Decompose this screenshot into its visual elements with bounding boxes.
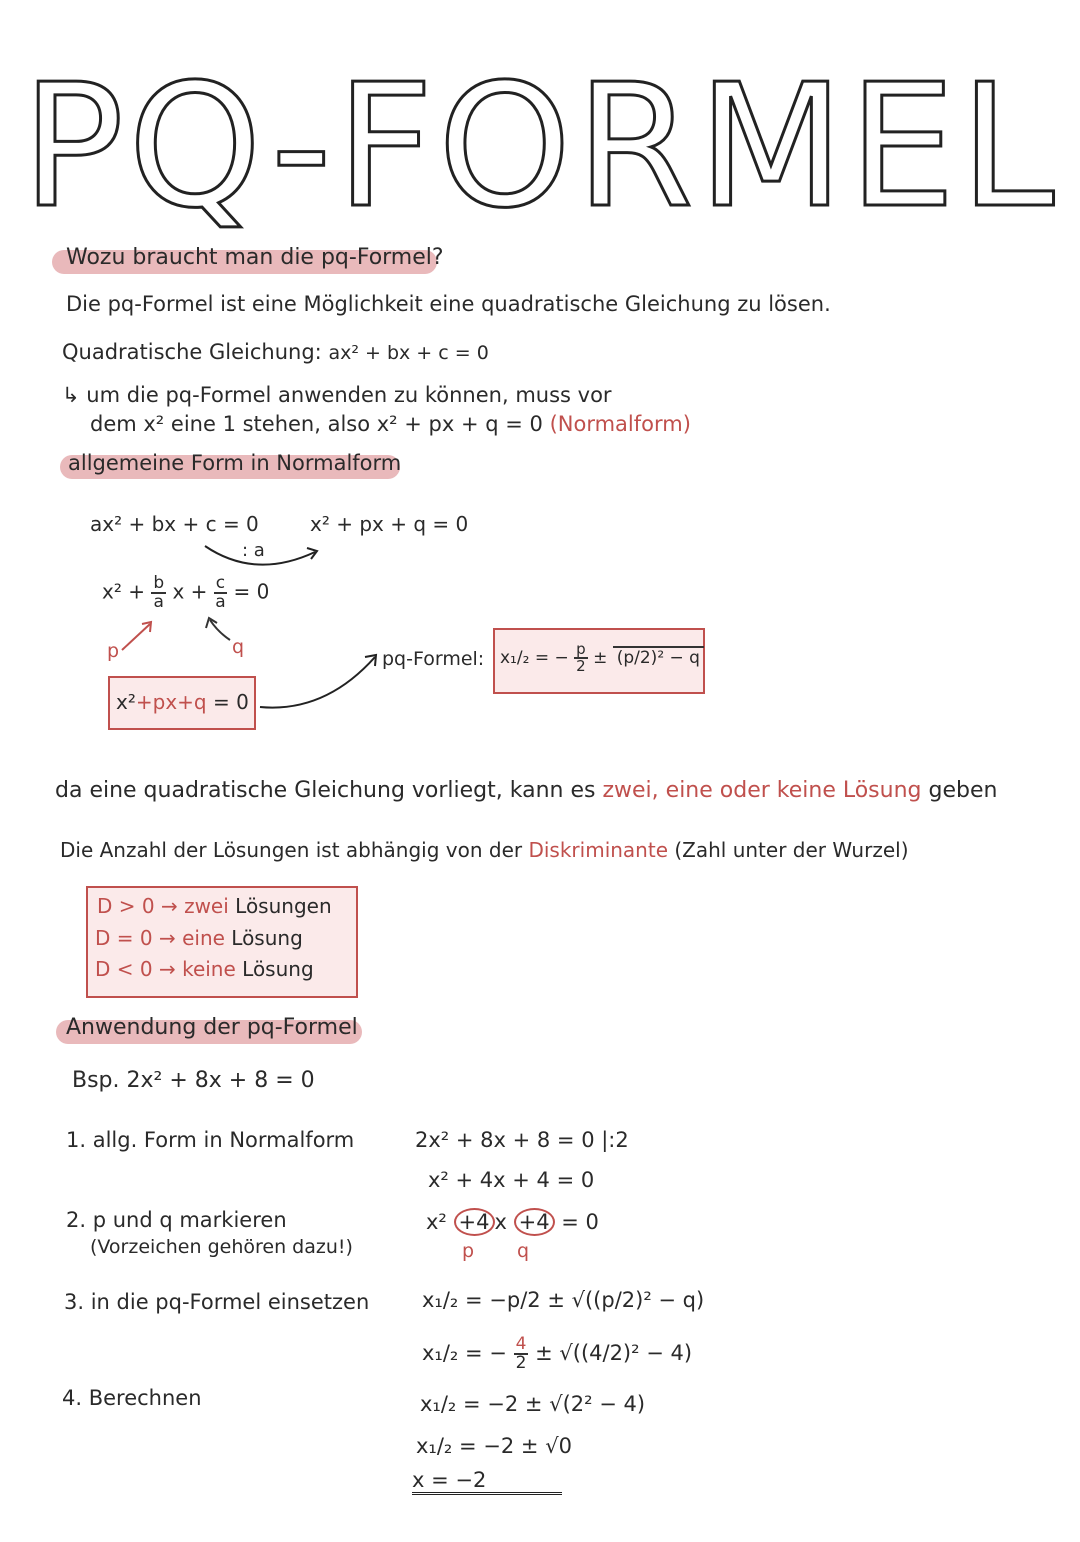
frac-num: p <box>576 640 586 658</box>
step-2-note: (Vorzeichen gehören dazu!) <box>90 1236 353 1258</box>
calc-rhs: ± √((4/2)² − 4) <box>535 1341 693 1365</box>
rule-rest: Lösung <box>231 926 303 950</box>
calc-line: x₁/₂ = −2 ± √(2² − 4) <box>420 1392 646 1416</box>
divide-label: : a <box>242 540 265 561</box>
frac-num: b <box>153 573 165 593</box>
intro-text: Die pq-Formel ist eine Möglichkeit eine quadratische Gleichung zu lösen. <box>66 292 831 316</box>
discriminant-term: Diskriminante <box>528 838 668 862</box>
pq-formula <box>500 642 704 674</box>
general-equation: ax² + bx + c = 0 <box>90 512 259 536</box>
pq-lhs: x₁/₂ = − <box>500 648 569 668</box>
fraction-equation <box>102 575 269 611</box>
fraction-c-over-a <box>214 575 227 611</box>
x-plus: x + <box>172 579 208 604</box>
final-result: x = −2 <box>412 1468 562 1495</box>
frac-num: c <box>215 573 226 593</box>
page-title-graphic <box>0 0 1080 230</box>
normalform-label: (Normalform) <box>549 412 691 436</box>
p-circle: +4 <box>454 1208 495 1236</box>
frac-num: 4 <box>515 1334 527 1354</box>
calc-lhs: x₁/₂ = − <box>422 1341 507 1365</box>
normal-equation: x² + px + q = 0 <box>310 512 469 536</box>
calc-line: 2x² + 8x + 8 = 0 |:2 <box>415 1128 629 1152</box>
normalform-note-2 <box>90 412 691 436</box>
calc-fraction <box>514 1336 529 1372</box>
calc-x-squared: x² <box>426 1210 454 1234</box>
calc-x: x <box>494 1210 514 1234</box>
discriminant-text: Die Anzahl der Lösungen ist abhängig von der <box>60 838 523 862</box>
rule-condition: D > 0 → <box>97 894 178 918</box>
pq-fraction <box>574 642 588 674</box>
discriminant-note: (Zahl unter der Wurzel) <box>674 838 909 862</box>
solutions-sentence <box>55 778 997 803</box>
calc-line: x₁/₂ = −2 ± √0 <box>416 1434 572 1458</box>
box-q-term: +q <box>177 690 207 714</box>
frac-den: a <box>215 592 226 612</box>
plus-minus: ± <box>593 648 608 668</box>
q-marker: q <box>232 636 245 658</box>
to-formula-arrow <box>255 645 385 715</box>
section-heading-general: allgemeine Form in Normalform <box>68 451 402 475</box>
calc-line-marked <box>426 1208 599 1236</box>
quadratic-label <box>62 340 489 364</box>
step-1: 1. allg. Form in Normalform <box>66 1128 355 1152</box>
pq-sqrt: (p/2)² − q <box>613 646 704 668</box>
normalform-note: ↳ um die pq-Formel anwenden zu können, muss vor <box>62 383 612 407</box>
calc-line-substituted <box>422 1336 692 1372</box>
frac-den: a <box>153 592 164 612</box>
quadratic-equation: ax² + bx + c = 0 <box>328 342 489 364</box>
page-title: PQ-FORMEL <box>21 48 1059 230</box>
rule-condition: D = 0 → <box>95 926 176 950</box>
rule-result: eine <box>182 926 225 950</box>
frac-den: 2 <box>515 1353 527 1373</box>
calc-equals: = 0 <box>554 1210 599 1234</box>
q-circle: +4 <box>514 1208 555 1236</box>
rule-rest: Lösung <box>242 957 314 981</box>
rule-row <box>97 894 332 918</box>
box-x-squared: x² <box>116 690 136 714</box>
normalform-box-equation <box>116 690 249 714</box>
box-p-term: +px <box>135 690 178 714</box>
step-3: 3. in die pq-Formel einsetzen <box>64 1290 370 1314</box>
rule-result: zwei <box>184 894 229 918</box>
box-equals-zero: = 0 <box>212 690 249 714</box>
rule-row <box>95 926 303 950</box>
rule-row <box>95 957 314 981</box>
solutions-text: da eine quadratische Gleichung vorliegt, kann es <box>55 778 596 803</box>
section-heading-application: Anwendung der pq-Formel <box>66 1015 358 1040</box>
example-equation: Bsp. 2x² + 8x + 8 = 0 <box>72 1068 315 1093</box>
rule-result: keine <box>182 957 236 981</box>
step-2: 2. p und q markieren <box>66 1208 287 1232</box>
solutions-highlight: zwei, eine oder keine Lösung <box>602 778 922 803</box>
rule-rest: Lösungen <box>235 894 332 918</box>
fraction-b-over-a <box>151 575 166 611</box>
x-squared: x² + <box>102 579 145 604</box>
rule-condition: D < 0 → <box>95 957 176 981</box>
calc-line: x² + 4x + 4 = 0 <box>428 1168 595 1192</box>
p-marker: p <box>107 640 120 662</box>
pq-formula-label: pq-Formel: <box>382 648 485 670</box>
section-heading-why: Wozu braucht man die pq-Formel? <box>66 245 444 270</box>
normalform-note-text: dem x² eine 1 stehen, also x² + px + q = 0 <box>90 412 543 436</box>
solutions-text-end: geben <box>928 778 998 803</box>
calc-p-label: p <box>462 1240 475 1262</box>
calc-line: x₁/₂ = −p/2 ± √((p/2)² − q) <box>422 1288 705 1312</box>
equals-zero: = 0 <box>233 579 270 604</box>
calc-q-label: q <box>517 1240 530 1262</box>
quadratic-label-text: Quadratische Gleichung: <box>62 340 322 364</box>
discriminant-sentence <box>60 838 909 862</box>
step-4: 4. Berechnen <box>62 1386 202 1410</box>
frac-den: 2 <box>576 657 586 675</box>
